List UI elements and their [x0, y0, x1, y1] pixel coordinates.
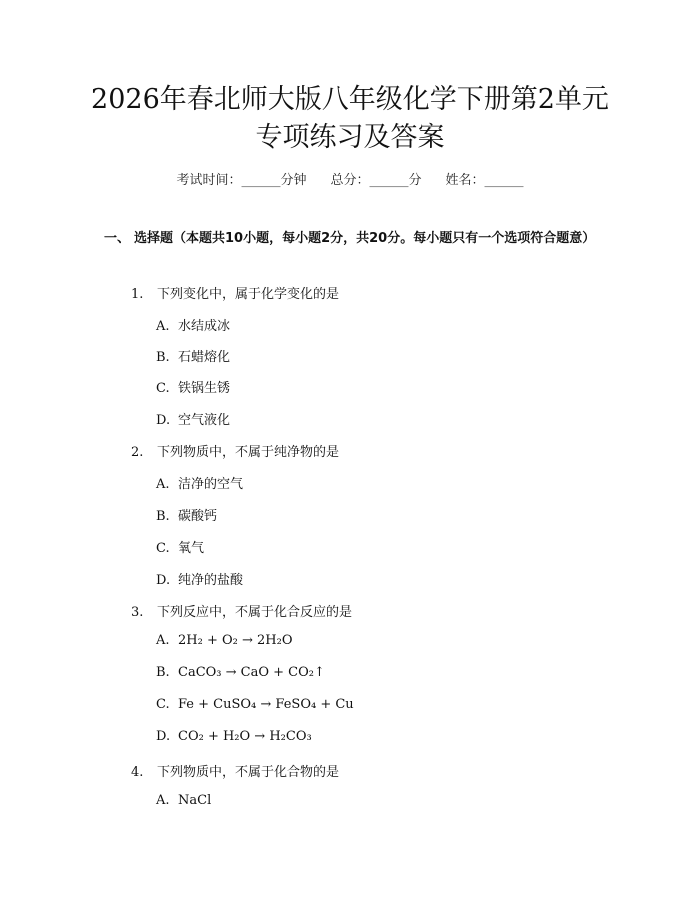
option-letter: B. — [156, 350, 170, 365]
option-letter: B. — [156, 665, 170, 680]
option-text: 氧气 — [178, 541, 205, 556]
option-3a — [156, 633, 292, 648]
option-1b — [156, 346, 230, 365]
option-3b — [156, 665, 325, 680]
option-1c — [156, 377, 230, 396]
option-2c — [156, 537, 204, 556]
option-text: NaCl — [178, 793, 212, 808]
option-letter: A. — [156, 633, 170, 648]
question-3 — [131, 601, 352, 620]
option-3d — [156, 729, 312, 744]
question-text: 下列物质中，不属于化合物的是 — [157, 765, 340, 780]
option-letter: B. — [156, 509, 170, 524]
question-2 — [131, 441, 339, 460]
option-letter: A. — [156, 793, 170, 808]
document-title-line-1: 2026年春北师大版八年级化学下册第2单元 — [91, 84, 609, 115]
option-letter: C. — [156, 381, 170, 396]
section-heading — [104, 227, 604, 250]
option-2a — [156, 473, 243, 492]
question-number: 2. — [131, 445, 144, 460]
option-text: 洁净的空气 — [178, 477, 244, 492]
question-text: 下列物质中，不属于纯净物的是 — [157, 445, 340, 460]
option-text: 2H₂ + O₂ → 2H₂O — [178, 633, 293, 648]
option-text: 铁锅生锈 — [178, 381, 231, 396]
exam-meta — [0, 169, 700, 188]
option-text: CO₂ + H₂O → H₂CO₃ — [178, 729, 312, 744]
question-1 — [131, 283, 339, 302]
option-text: 石蜡熔化 — [178, 350, 231, 365]
question-number: 1. — [131, 287, 144, 302]
total-score: 总分：______分 — [330, 173, 422, 188]
question-4 — [131, 761, 339, 780]
option-text: 碳酸钙 — [178, 509, 218, 524]
exam-time: 考试时间：______分钟 — [176, 173, 307, 188]
question-number: 3. — [131, 605, 144, 620]
option-text: 纯净的盐酸 — [178, 573, 244, 588]
option-letter: A. — [156, 477, 170, 492]
option-text: 空气液化 — [178, 413, 231, 428]
option-letter: A. — [156, 319, 170, 334]
question-text: 下列变化中，属于化学变化的是 — [157, 287, 340, 302]
question-text: 下列反应中，不属于化合反应的是 — [157, 605, 353, 620]
section-number: 一、 — [104, 231, 131, 246]
option-letter: D. — [156, 573, 171, 588]
option-letter: C. — [156, 697, 170, 712]
option-2d — [156, 569, 243, 588]
option-letter: D. — [156, 413, 171, 428]
option-letter: C. — [156, 541, 170, 556]
option-letter: D. — [156, 729, 171, 744]
option-2b — [156, 505, 217, 524]
option-1d — [156, 409, 230, 428]
option-1a — [156, 315, 230, 334]
document-title-line-2: 专项练习及答案 — [255, 122, 445, 153]
question-number: 4. — [131, 765, 144, 780]
option-4a — [156, 793, 211, 808]
option-text: Fe + CuSO₄ → FeSO₄ + Cu — [178, 697, 354, 712]
option-text: CaCO₃ → CaO + CO₂↑ — [178, 665, 325, 680]
student-name: 姓名：______ — [445, 173, 524, 188]
option-3c — [156, 697, 354, 712]
section-title: 选择题（本题共10小题，每小题2分，共20分。每小题只有一个选项符合题意） — [134, 231, 596, 246]
option-text: 水结成冰 — [178, 319, 231, 334]
